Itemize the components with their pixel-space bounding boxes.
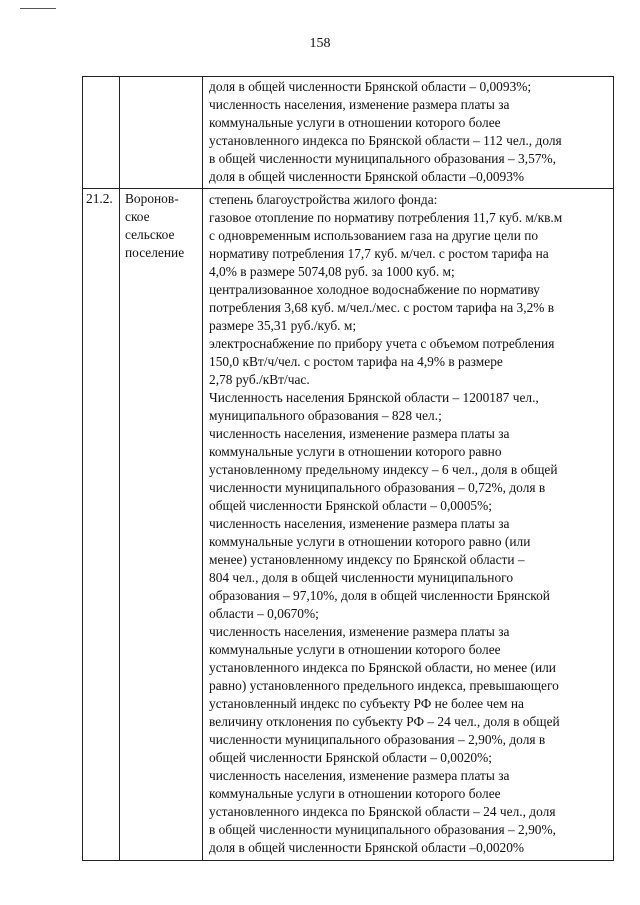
text-line: установленный индекс по субъекту РФ не более чем на bbox=[209, 696, 524, 711]
text-line: образования – 97,10%, доля в общей численности Брянской bbox=[209, 588, 550, 603]
text-line: области – 0,0670%; bbox=[209, 606, 319, 621]
document-table-body bbox=[83, 77, 614, 861]
text-line: доля в общей численности Брянской области –0,0093% bbox=[209, 169, 525, 184]
text-line: поселение bbox=[125, 245, 185, 260]
table-row bbox=[83, 189, 614, 861]
description-cell bbox=[203, 189, 614, 861]
text-line: сельское bbox=[125, 227, 175, 242]
row-number bbox=[83, 77, 119, 78]
scan-edge-mark bbox=[20, 8, 56, 9]
text-line: численность населения, изменение размера платы за bbox=[209, 97, 510, 112]
description-text bbox=[203, 77, 613, 188]
row-number-cell bbox=[83, 77, 120, 189]
text-line: в общей численности муниципального образования – 3,57%, bbox=[209, 151, 556, 166]
text-line: нормативу потребления 17,7 куб. м/чел. с ростом тарифа на bbox=[209, 246, 549, 261]
settlement-name bbox=[120, 189, 202, 262]
text-line: коммунальные услуги в отношении которого более bbox=[209, 642, 501, 657]
text-line: численность населения, изменение размера платы за bbox=[209, 516, 510, 531]
text-line: 4,0% в размере 5074,08 руб. за 1000 куб. м; bbox=[209, 264, 455, 279]
text-line: размере 35,31 руб./куб. м; bbox=[209, 318, 357, 333]
text-line: коммунальные услуги в отношении которого равно (или bbox=[209, 534, 531, 549]
document-table bbox=[82, 76, 614, 861]
text-line: Воронов- bbox=[125, 191, 179, 206]
text-line: доля в общей численности Брянской области – 0,0093%; bbox=[209, 79, 532, 94]
settlement-name-cell bbox=[120, 77, 203, 189]
settlement-name bbox=[120, 77, 202, 78]
text-line: потребления 3,68 куб. м/чел./мес. с ростом тарифа на 3,2% в bbox=[209, 300, 555, 315]
text-line: коммунальные услуги в отношении которого более bbox=[209, 786, 501, 801]
text-line: в общей численности муниципального образования – 2,90%, bbox=[209, 822, 556, 837]
text-line: установленного индекса по Брянской области – 112 чел., доля bbox=[209, 133, 562, 148]
text-line: величину отклонения по субъекту РФ – 24 чел., доля в общей bbox=[209, 714, 560, 729]
text-line: с одновременным использованием газа на другие цели по bbox=[209, 228, 539, 243]
row-number-cell bbox=[83, 189, 120, 861]
text-line: установленного индекса по Брянской области, но менее (или bbox=[209, 660, 556, 675]
text-line: 150,0 кВт/ч/чел. с ростом тарифа на 4,9% в размере bbox=[209, 354, 503, 369]
description-text bbox=[203, 189, 613, 860]
text-line: менее) установленному индексу по Брянской области – bbox=[209, 552, 525, 567]
text-line: численность населения, изменение размера платы за bbox=[209, 624, 510, 639]
description-cell bbox=[203, 77, 614, 189]
text-line: численность населения, изменение размера платы за bbox=[209, 426, 510, 441]
text-line: общей численности Брянской области – 0,0005%; bbox=[209, 498, 492, 513]
text-line: электроснабжение по прибору учета с объемом потребления bbox=[209, 336, 555, 351]
text-line: централизованное холодное водоснабжение по нормативу bbox=[209, 282, 540, 297]
text-line: коммунальные услуги в отношении которого более bbox=[209, 115, 501, 130]
text-line: численности муниципального образования – 2,90%, доля в bbox=[209, 732, 546, 747]
page-number: 158 bbox=[309, 36, 331, 51]
table-row bbox=[83, 77, 614, 189]
text-line: равно) установленного предельного индекса, превышающего bbox=[209, 678, 559, 693]
text-line: 804 чел., доля в общей численности муниципального bbox=[209, 570, 514, 585]
text-line: установленному предельному индексу – 6 чел., доля в общей bbox=[209, 462, 558, 477]
text-line: ское bbox=[125, 209, 150, 224]
text-line: общей численности Брянской области – 0,0020%; bbox=[209, 750, 492, 765]
text-line: установленного индекса по Брянской области – 24 чел., доля bbox=[209, 804, 556, 819]
text-line: коммунальные услуги в отношении которого равно bbox=[209, 444, 502, 459]
text-line: численности муниципального образования – 0,72%, доля в bbox=[209, 480, 546, 495]
text-line: доля в общей численности Брянской области –0,0020% bbox=[209, 840, 525, 855]
text-line: степень благоустройства жилого фонда: bbox=[209, 192, 438, 207]
text-line: численность населения, изменение размера платы за bbox=[209, 768, 510, 783]
text-line: 2,78 руб./кВт/час. bbox=[209, 372, 310, 387]
settlement-name-cell bbox=[120, 189, 203, 861]
text-line: муниципального образования – 828 чел.; bbox=[209, 408, 442, 423]
text-line: Численность населения Брянской области – 1200187 чел., bbox=[209, 390, 539, 405]
row-number: 21.2. bbox=[86, 191, 113, 206]
text-line: газовое отопление по нормативу потребления 11,7 куб. м/кв.м bbox=[209, 210, 563, 225]
